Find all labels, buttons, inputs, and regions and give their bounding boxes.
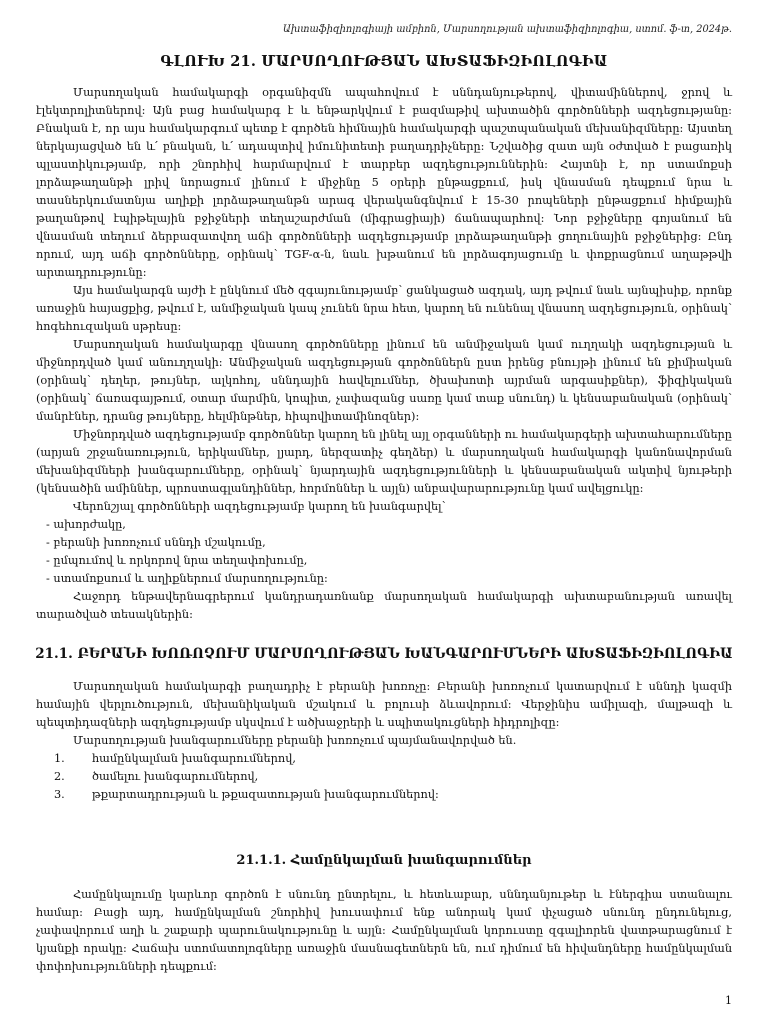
list-number: 3.	[54, 788, 65, 801]
paragraph: Այս համակարգն այժի է ընկնում մեծ զգայունությամբ՝ ցանկացած ազդակ, այդ թվում նաև այնպիսիք, որոնք առաջին հայացքից, թվում է, անմիջական կապ չունեն նրա հետ, կարող են ունենալ վնասող ազդեցություն, օրինակ՝ հոգեհուզական սթրեսը:	[36, 284, 732, 333]
list-item: - ախորժակը,	[36, 516, 732, 534]
paragraph: Մարսողական համակարգը վնասող գործոնները լինում են անմիջական կամ ուղղակի ազդեցության և միջնորդված կամ անուղղակի: Անմիջական ազդեցության գործոններն ըստ իրենց բնույթի լինում են քիմիական (օրինակ՝ դեղեր, թույներ, ալկոհոլ, սննդային հավելումներ, ծխախոտի այրման արգասիքներ), ֆիզիկական (օրինակ՝ ճառագայթում, օտար մարմին, կոպիտ, չափազանց սառը կամ տաք սնունդ) և կենսաբանական (օրինակ՝ մանրէներ, դրանց թույները, հելմինթներ, հիպովիտամինոզներ):	[36, 338, 732, 423]
chapter-title: ԳԼՈՒԽ 21. ՄԱՐՍՈՂՈՒԹՅԱՆ ԱԽՏԱՖԻԶԻՈԼՈԳԻԱ	[160, 53, 608, 70]
paragraph: Մարսողական համակարգի բաղադրիչ է բերանի խոռոչը: Բերանի խոռոչում կատարվում է սննդի կազմի համային վերլուծություն, մեխանիկական մշակում և բոլուսի ձևավորում: Վերջինիս ամիլազի, մալթազի և պեպտիդազների ազդեցությամբ սկսվում է ածխաջրերի և սպիտակուցների հիդրոլիզը:	[36, 680, 732, 729]
disorder-list	[36, 516, 732, 588]
paragraph: Համընկալումը կարևոր գործոն է սնունդ ընտրելու, և հետևաբար, սննդանյութեր և էներգիա ստանալու համար: Բացի այդ, համընկալման շնորհիվ խուսափում ենք անորակ կամ փչացած սնունդ ընդունելուց, չափավորում աղի և շաքարի պարունակությունը և այլն: Համընկալման կորուստը զգալիորեն վատթարացնում է կյանքի որակը: Հաճախ ստոմատոլոգները առաջին մասնագետներն են, ում դիմում են հիվանդները համընկալման փոփոխությունների դեպքում:	[36, 888, 732, 973]
list-text: ծամելու խանգարումներով,	[92, 770, 259, 783]
section-body	[36, 678, 732, 804]
subsection-title: 21.1.1. Համընկալման խանգարումներ	[236, 853, 532, 868]
paragraph: Միջնորդված ազդեցությամբ գործոններ կարող են լինել այլ օրգանների ու համակարգերի ախտահարումները (արյան շրջանառություն, երիկամներ, լյարդ, ներզատիչ գեղձեր) և մարսողական համակարգի կանոնավորման մեխանիզմների խանգարումները, օրինակ՝ նյարդային ազդեցությունների և կենսաբանական ակտիվ նյութերի (կենսածին ամիններ, պրոստագլանդիններ, հորմոններ և այլն) անբավարարությունը կամ ավելցուկը:	[36, 428, 732, 495]
list-item	[36, 786, 732, 804]
list-item	[36, 750, 732, 768]
section-title: 21.1. ԲԵՐԱՆԻ ԽՈՌՈՉՈՒՄ ՄԱՐՍՈՂՈՒԹՅԱՆ ԽԱՆԳԱՐՈՒՄՆԵՐԻ ԱԽՏԱՖԻԶԻՈԼՈԳԻԱ	[35, 646, 733, 662]
list-text: թքարտադրության և թքազատության խանգարումներով:	[92, 788, 439, 801]
paragraph: Վերոնշյալ գործոնների ազդեցությամբ կարող են խանգարվել՝	[73, 500, 446, 513]
list-item: - ըմպումով և որկորով նրա տեղափոխումը,	[36, 552, 732, 570]
list-item	[36, 768, 732, 786]
list-item: - ստամոքսում և աղիքներում մարսողությունը:	[36, 570, 732, 588]
running-header: Ախտաֆիզիոլոգիայի ամբիոն, Մարսողության ախտաֆիզիոլոգիա, ստոմ. ֆ-տ, 2024թ.	[282, 24, 732, 35]
list-number: 1.	[54, 752, 65, 765]
numbered-list	[36, 750, 732, 804]
paragraph: Մարսողության խանգարումները բերանի խոռոչում պայմանավորված են.	[73, 734, 517, 747]
list-text: համընկալման խանգարումներով,	[92, 752, 296, 765]
chapter-body	[36, 84, 732, 624]
subsection-body	[36, 886, 732, 976]
paragraph: Հաջորդ ենթավերնագրերում կանդրադառնանք մարսողական համակարգի ախտաբանության առավել տարածված տեսակներին:	[36, 590, 732, 621]
paragraph: Մարսողական համակարգի օրգանիզմն ապահովում է սննդանյութերով, վիտամիններով, ջրով և էլեկտրոլիտներով: Այն բաց համակարգ է և ենթարկվում է բազմաթիվ ախտածին գործոնների ազդեցությանը: Բնական է, որ այս համակարգում պետք է գործեն հիմնային համակարգի պաշտպանական մեխանիզմները: Այստեղ ներկայացված են և՛ բնական, և՛ ադապտիվ իմունիտետի բաղադրիչները: Նշվածից զատ այն օժտված է բացառիկ պլաստիկությամբ, որի շնորհիվ հարմարվում է տարբեր ազդեցություններին: Հայտնի է, որ ստամոքսի լորձաթաղանթի լրիվ նորացում լինում է միջինը 5 օրերի ընթացքում, իսկ վնասման դեպքում նրա և տասներկումատնյա աղիքի լորձաթաղանթն արագ վերականգնվում է 15-30 րոպեների ընթացքում հիմքային թաղանթով էպիթելային բջիջների տեղաշարժման (միգրացիայի) ճանապարհով: Նոր բջիջները գոյանում են վնասման տեղում ձերբազատվող աճի գործոնների ազդեցությամբ լորձաթաղանթի ցողունային բջիջներից: Ընդ որում, այդ աճի գործոնները, օրինակ՝ TGF-α-ն, նաև խթանում են լորձագոյացումը և փոքրացնում աղաթթվի արտադրությունը:	[36, 86, 732, 279]
page-number: 1	[725, 994, 732, 1007]
list-number: 2.	[54, 770, 65, 783]
list-item: - բերանի խոռոչում սննդի մշակումը,	[36, 534, 732, 552]
